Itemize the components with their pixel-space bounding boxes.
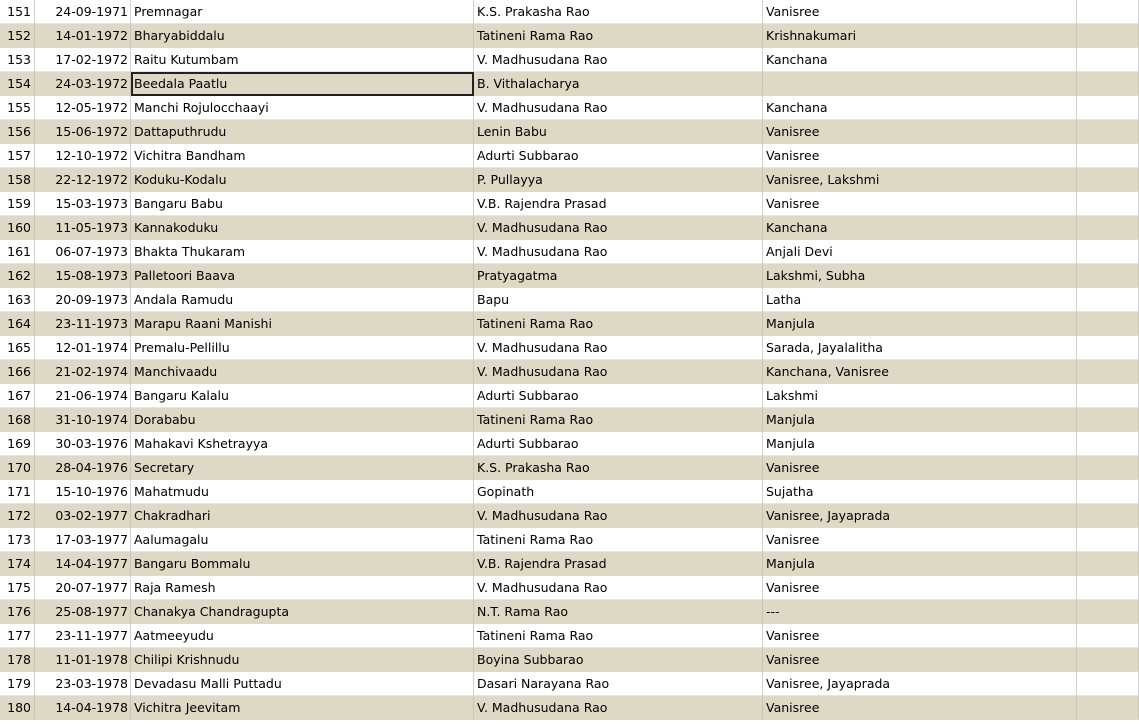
cell-serial-number[interactable]: 179 [0,672,35,696]
cell-release-date[interactable]: 14-04-1977 [35,552,131,576]
table-row [0,480,1139,504]
cell-serial-number[interactable]: 168 [0,408,35,432]
cell-serial-number[interactable]: 164 [0,312,35,336]
cell-serial-number[interactable]: 162 [0,264,35,288]
cell-film-title[interactable]: Chanakya Chandragupta [131,600,474,624]
cell-film-title[interactable]: Mahatmudu [131,480,474,504]
cell-release-date[interactable]: 14-04-1978 [35,696,131,720]
cell-release-date[interactable]: 22-12-1972 [35,168,131,192]
cell-release-date[interactable]: 12-10-1972 [35,144,131,168]
cell-empty[interactable] [1077,432,1139,456]
cell-director[interactable]: K.S. Prakasha Rao [474,456,763,480]
cell-release-date[interactable]: 20-09-1973 [35,288,131,312]
cell-serial-number[interactable]: 158 [0,168,35,192]
cell-actress[interactable]: Manjula [763,312,1077,336]
cell-release-date[interactable]: 28-04-1976 [35,456,131,480]
table-row [0,648,1139,672]
cell-film-title[interactable]: Manchi Rojulocchaayi [131,96,474,120]
cell-empty[interactable] [1077,216,1139,240]
cell-serial-number[interactable]: 153 [0,48,35,72]
cell-actress[interactable]: Vanisree [763,648,1077,672]
cell-director[interactable]: Tatineni Rama Rao [474,528,763,552]
cell-film-title[interactable]: Kannakoduku [131,216,474,240]
cell-director[interactable]: Bapu [474,288,763,312]
cell-serial-number[interactable]: 169 [0,432,35,456]
cell-serial-number[interactable]: 151 [0,0,35,24]
cell-film-title[interactable]: Vichitra Jeevitam [131,696,474,720]
table-row [0,312,1139,336]
cell-director[interactable]: Dasari Narayana Rao [474,672,763,696]
cell-empty[interactable] [1077,648,1139,672]
cell-actress[interactable]: Vanisree [763,528,1077,552]
table-row [0,0,1139,24]
cell-release-date[interactable]: 03-02-1977 [35,504,131,528]
cell-release-date[interactable]: 20-07-1977 [35,576,131,600]
cell-empty[interactable] [1077,24,1139,48]
cell-empty[interactable] [1077,72,1139,96]
table-row [0,120,1139,144]
cell-director[interactable]: Adurti Subbarao [474,144,763,168]
cell-serial-number[interactable]: 176 [0,600,35,624]
table-row [0,24,1139,48]
cell-director[interactable]: V. Madhusudana Rao [474,360,763,384]
table-row [0,168,1139,192]
cell-film-title[interactable]: Raitu Kutumbam [131,48,474,72]
cell-film-title[interactable]: Bhakta Thukaram [131,240,474,264]
cell-film-title[interactable]: Mahakavi Kshetrayya [131,432,474,456]
cell-director[interactable]: Lenin Babu [474,120,763,144]
table-row [0,288,1139,312]
cell-serial-number[interactable]: 172 [0,504,35,528]
cell-empty[interactable] [1077,96,1139,120]
cell-serial-number[interactable]: 167 [0,384,35,408]
cell-actress[interactable]: Krishnakumari [763,24,1077,48]
cell-empty[interactable] [1077,312,1139,336]
cell-film-title[interactable]: Aatmeeyudu [131,624,474,648]
cell-release-date[interactable]: 15-10-1976 [35,480,131,504]
cell-release-date[interactable]: 12-05-1972 [35,96,131,120]
cell-empty[interactable] [1077,360,1139,384]
cell-release-date[interactable]: 31-10-1974 [35,408,131,432]
cell-serial-number[interactable]: 177 [0,624,35,648]
cell-director[interactable]: Adurti Subbarao [474,432,763,456]
cell-release-date[interactable]: 21-02-1974 [35,360,131,384]
table-row [0,240,1139,264]
cell-film-title[interactable]: Raja Ramesh [131,576,474,600]
cell-serial-number[interactable]: 174 [0,552,35,576]
cell-film-title[interactable]: Secretary [131,456,474,480]
cell-actress[interactable]: Manjula [763,552,1077,576]
cell-actress[interactable]: Kanchana [763,48,1077,72]
cell-empty[interactable] [1077,600,1139,624]
cell-actress[interactable]: Manjula [763,408,1077,432]
cell-director[interactable]: K.S. Prakasha Rao [474,0,763,24]
cell-film-title[interactable]: Manchivaadu [131,360,474,384]
cell-actress[interactable]: Vanisree [763,456,1077,480]
cell-release-date[interactable]: 14-01-1972 [35,24,131,48]
cell-serial-number[interactable]: 160 [0,216,35,240]
cell-director[interactable]: V. Madhusudana Rao [474,240,763,264]
cell-empty[interactable] [1077,48,1139,72]
cell-director[interactable]: Boyina Subbarao [474,648,763,672]
cell-empty[interactable] [1077,144,1139,168]
cell-release-date[interactable]: 23-03-1978 [35,672,131,696]
table-row [0,552,1139,576]
cell-release-date[interactable]: 12-01-1974 [35,336,131,360]
cell-film-title[interactable]: Dattaputhrudu [131,120,474,144]
cell-film-title[interactable]: Aalumagalu [131,528,474,552]
cell-empty[interactable] [1077,0,1139,24]
cell-release-date[interactable]: 17-03-1977 [35,528,131,552]
table-row [0,456,1139,480]
table-row [0,600,1139,624]
table-row [0,672,1139,696]
cell-actress[interactable]: Vanisree, Lakshmi [763,168,1077,192]
cell-empty[interactable] [1077,288,1139,312]
cell-serial-number[interactable]: 178 [0,648,35,672]
cell-serial-number[interactable]: 155 [0,96,35,120]
cell-serial-number[interactable]: 166 [0,360,35,384]
table-row [0,144,1139,168]
cell-director[interactable]: N.T. Rama Rao [474,600,763,624]
cell-film-title[interactable]: Chilipi Krishnudu [131,648,474,672]
cell-film-title[interactable]: Devadasu Malli Puttadu [131,672,474,696]
cell-film-title[interactable]: Premalu-Pellillu [131,336,474,360]
cell-release-date[interactable]: 25-08-1977 [35,600,131,624]
cell-release-date[interactable]: 21-06-1974 [35,384,131,408]
table-row [0,576,1139,600]
cell-empty[interactable] [1077,192,1139,216]
cell-film-title[interactable]: Andala Ramudu [131,288,474,312]
selected-cell[interactable]: Beedala Paatlu [131,72,474,96]
table-row [0,360,1139,384]
cell-serial-number[interactable]: 163 [0,288,35,312]
table-row [0,624,1139,648]
cell-serial-number[interactable]: 180 [0,696,35,720]
cell-release-date[interactable]: 17-02-1972 [35,48,131,72]
cell-release-date[interactable]: 24-03-1972 [35,72,131,96]
cell-actress[interactable]: Vanisree [763,144,1077,168]
table-row [0,216,1139,240]
cell-actress[interactable]: Vanisree, Jayaprada [763,672,1077,696]
cell-serial-number[interactable]: 161 [0,240,35,264]
cell-release-date[interactable]: 30-03-1976 [35,432,131,456]
cell-release-date[interactable]: 11-01-1978 [35,648,131,672]
cell-actress[interactable]: Manjula [763,432,1077,456]
cell-release-date[interactable]: 23-11-1973 [35,312,131,336]
cell-director[interactable]: Gopinath [474,480,763,504]
cell-release-date[interactable]: 15-06-1972 [35,120,131,144]
cell-empty[interactable] [1077,168,1139,192]
table-row [0,192,1139,216]
cell-empty[interactable] [1077,480,1139,504]
cell-actress[interactable]: Vanisree [763,576,1077,600]
table-row [0,72,1139,96]
table-row [0,696,1139,720]
cell-release-date[interactable]: 23-11-1977 [35,624,131,648]
cell-film-title[interactable]: Chakradhari [131,504,474,528]
cell-actress[interactable]: Latha [763,288,1077,312]
cell-director[interactable]: P. Pullayya [474,168,763,192]
table-row [0,336,1139,360]
table-row [0,432,1139,456]
table-row [0,504,1139,528]
table-row [0,384,1139,408]
cell-serial-number[interactable]: 157 [0,144,35,168]
cell-empty[interactable] [1077,576,1139,600]
cell-empty[interactable] [1077,696,1139,720]
cell-film-title[interactable]: Palletoori Baava [131,264,474,288]
cell-director[interactable]: V. Madhusudana Rao [474,48,763,72]
cell-director[interactable]: B. Vithalacharya [474,72,763,96]
cell-film-title[interactable]: Bharyabiddalu [131,24,474,48]
cell-empty[interactable] [1077,336,1139,360]
cell-director[interactable]: Pratyagatma [474,264,763,288]
cell-actress[interactable]: Vanisree, Jayaprada [763,504,1077,528]
cell-serial-number[interactable]: 175 [0,576,35,600]
cell-film-title[interactable]: Premnagar [131,0,474,24]
cell-director[interactable]: Adurti Subbarao [474,384,763,408]
cell-film-title[interactable]: Marapu Raani Manishi [131,312,474,336]
cell-director[interactable]: Tatineni Rama Rao [474,312,763,336]
cell-release-date[interactable]: 24-09-1971 [35,0,131,24]
cell-actress[interactable]: Vanisree [763,696,1077,720]
cell-empty[interactable] [1077,528,1139,552]
cell-serial-number[interactable]: 171 [0,480,35,504]
cell-empty[interactable] [1077,456,1139,480]
cell-empty[interactable] [1077,384,1139,408]
cell-actress[interactable] [763,72,1077,96]
cell-film-title[interactable]: Vichitra Bandham [131,144,474,168]
cell-film-title[interactable]: Bangaru Babu [131,192,474,216]
cell-director[interactable]: V. Madhusudana Rao [474,504,763,528]
cell-film-title[interactable]: Bangaru Kalalu [131,384,474,408]
cell-empty[interactable] [1077,240,1139,264]
cell-serial-number[interactable]: 152 [0,24,35,48]
cell-empty[interactable] [1077,264,1139,288]
cell-director[interactable]: Tatineni Rama Rao [474,24,763,48]
cell-release-date[interactable]: 11-05-1973 [35,216,131,240]
cell-release-date[interactable]: 06-07-1973 [35,240,131,264]
cell-serial-number[interactable]: 173 [0,528,35,552]
cell-empty[interactable] [1077,624,1139,648]
cell-serial-number[interactable]: 154 [0,72,35,96]
table-row [0,48,1139,72]
cell-director[interactable]: V. Madhusudana Rao [474,576,763,600]
cell-actress[interactable]: Vanisree [763,624,1077,648]
cell-release-date[interactable]: 15-03-1973 [35,192,131,216]
cell-serial-number[interactable]: 159 [0,192,35,216]
table-row [0,264,1139,288]
cell-empty[interactable] [1077,552,1139,576]
table-row [0,96,1139,120]
cell-empty[interactable] [1077,504,1139,528]
cell-actress[interactable]: Vanisree [763,120,1077,144]
cell-film-title[interactable]: Bangaru Bommalu [131,552,474,576]
cell-empty[interactable] [1077,672,1139,696]
cell-serial-number[interactable]: 165 [0,336,35,360]
cell-actress[interactable]: Anjali Devi [763,240,1077,264]
cell-director[interactable]: V.B. Rajendra Prasad [474,192,763,216]
cell-release-date[interactable]: 15-08-1973 [35,264,131,288]
cell-director[interactable]: V. Madhusudana Rao [474,336,763,360]
cell-actress[interactable]: Lakshmi [763,384,1077,408]
cell-director[interactable]: V.B. Rajendra Prasad [474,552,763,576]
cell-director[interactable]: Tatineni Rama Rao [474,408,763,432]
cell-film-title[interactable]: Koduku-Kodalu [131,168,474,192]
table-row [0,408,1139,432]
cell-actress[interactable]: Kanchana [763,96,1077,120]
cell-serial-number[interactable]: 156 [0,120,35,144]
cell-actress[interactable]: Sujatha [763,480,1077,504]
cell-director[interactable]: Tatineni Rama Rao [474,624,763,648]
cell-actress[interactable]: Lakshmi, Subha [763,264,1077,288]
cell-director[interactable]: V. Madhusudana Rao [474,696,763,720]
cell-empty[interactable] [1077,408,1139,432]
cell-actress[interactable]: --- [763,600,1077,624]
table-row [0,528,1139,552]
cell-actress[interactable]: Kanchana [763,216,1077,240]
cell-serial-number[interactable]: 170 [0,456,35,480]
cell-director[interactable]: V. Madhusudana Rao [474,96,763,120]
cell-actress[interactable]: Vanisree [763,192,1077,216]
cell-director[interactable]: V. Madhusudana Rao [474,216,763,240]
cell-actress[interactable]: Kanchana, Vanisree [763,360,1077,384]
cell-actress[interactable]: Vanisree [763,0,1077,24]
cell-film-title[interactable]: Dorababu [131,408,474,432]
cell-actress[interactable]: Sarada, Jayalalitha [763,336,1077,360]
cell-empty[interactable] [1077,120,1139,144]
